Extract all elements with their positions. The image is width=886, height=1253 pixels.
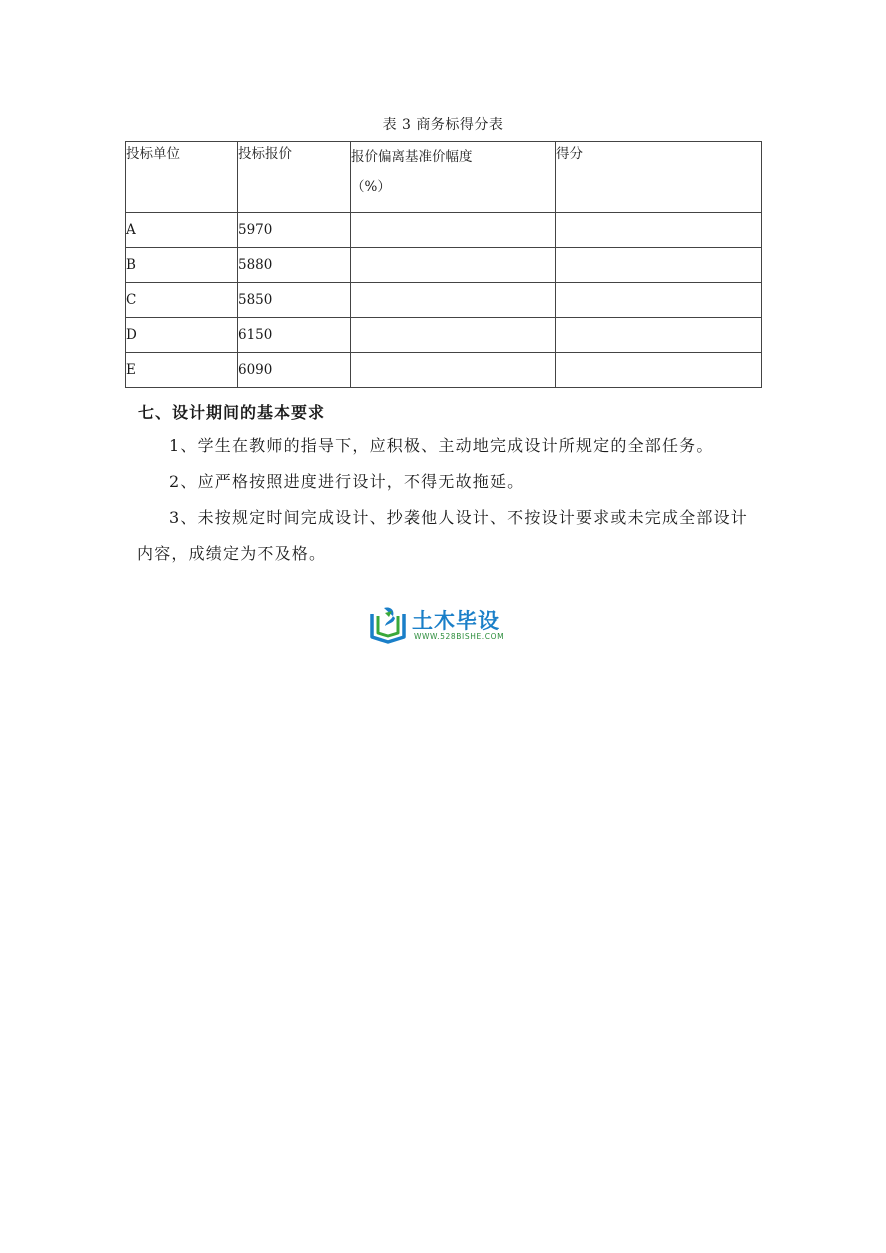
table-row: [126, 353, 762, 388]
table-row: [126, 213, 762, 248]
requirement-text: 2、应严格按照进度进行设计，不得无故拖延。: [169, 472, 525, 491]
cell-score: [556, 318, 762, 353]
table-row: [126, 248, 762, 283]
section-heading: 七、设计期间的基本要求: [138, 403, 326, 422]
cell-price: 5880: [238, 248, 351, 283]
cell-deviation: [351, 213, 556, 248]
requirement-paragraph: [137, 428, 765, 464]
cell-bidder: C: [126, 283, 238, 318]
cell-price: 6090: [238, 353, 351, 388]
cell-score: [556, 353, 762, 388]
requirement-paragraph: [137, 500, 765, 572]
header-deviation-line2: （%）: [351, 179, 391, 195]
table-header-row: [126, 142, 762, 213]
requirement-paragraph: [137, 464, 765, 500]
cell-deviation: [351, 318, 556, 353]
header-bidder: 投标单位: [126, 142, 238, 213]
cell-bidder: B: [126, 248, 238, 283]
cell-bidder: E: [126, 353, 238, 388]
cell-bidder: A: [126, 213, 238, 248]
logo-name: 土木毕设: [412, 609, 500, 633]
requirement-text: 3、未按规定时间完成设计、抄袭他人设计、不按设计要求或未完成全部设计内容，成绩定为不及格。: [137, 508, 748, 563]
business-score-table: [125, 141, 762, 388]
cell-deviation: [351, 283, 556, 318]
site-logo: [368, 604, 528, 644]
cell-score: [556, 213, 762, 248]
header-score: 得分: [556, 142, 762, 213]
requirement-text: 1、学生在教师的指导下，应积极、主动地完成设计所规定的全部任务。: [169, 436, 714, 455]
table-row: [126, 318, 762, 353]
header-bid-price: 投标报价: [238, 142, 351, 213]
cell-score: [556, 283, 762, 318]
cell-deviation: [351, 353, 556, 388]
cell-deviation: [351, 248, 556, 283]
table-row: [126, 283, 762, 318]
cell-score: [556, 248, 762, 283]
header-deviation-line1: 报价偏离基准价幅度: [351, 149, 473, 165]
logo-url: WWW.528BISHE.COM: [414, 632, 505, 641]
cell-bidder: D: [126, 318, 238, 353]
header-deviation: [351, 142, 556, 213]
table-caption: 表 3 商务标得分表: [382, 117, 504, 133]
book-icon: [368, 604, 410, 644]
cell-price: 5850: [238, 283, 351, 318]
cell-price: 6150: [238, 318, 351, 353]
cell-price: 5970: [238, 213, 351, 248]
